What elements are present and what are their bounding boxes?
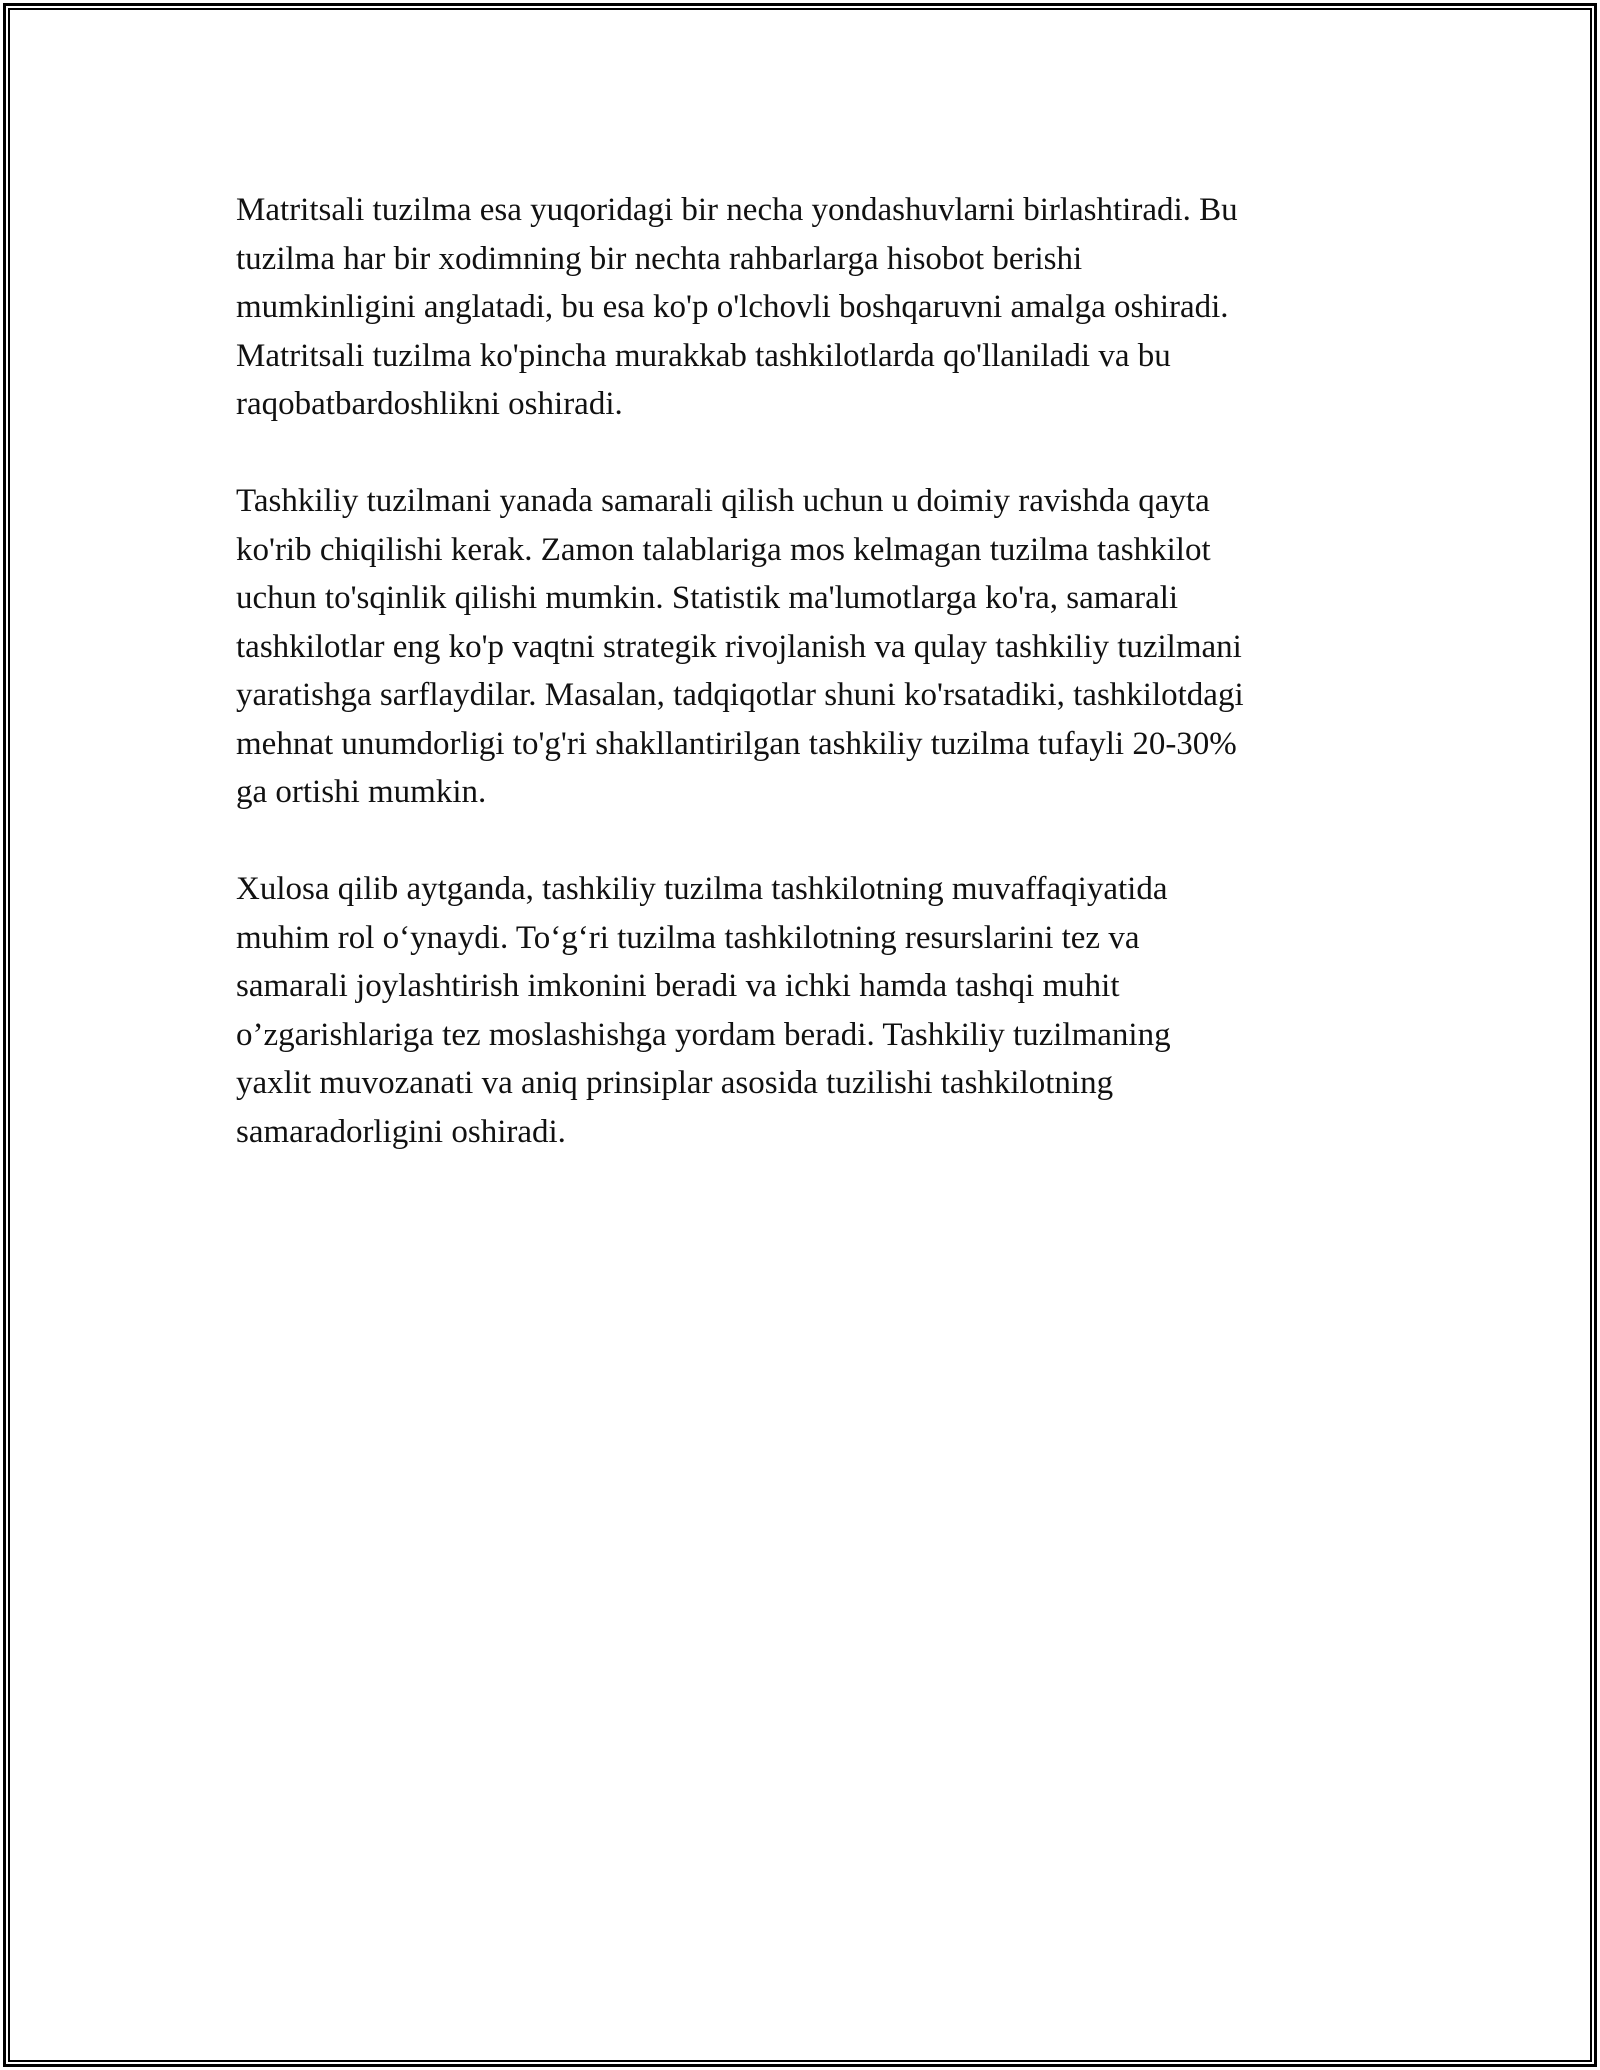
paragraph-line: tashkilotlar eng ko'p vaqtni strategik rivojlanish va qulay tashkiliy tuzilmani [236,628,1242,665]
paragraph-line: tuzilma har bir xodimning bir nechta rahbarlarga hisobot berishi [236,240,1083,277]
paragraph-line: ko'rib chiqilishi kerak. Zamon talablariga mos kelmagan tuzilma tashkilot [236,531,1211,568]
paragraph-line: muhim rol o‘ynaydi. To‘g‘ri tuzilma tashkilotning resurslarini tez va [236,919,1140,956]
paragraph-line: Xulosa qilib aytganda, tashkiliy tuzilma tashkilotning muvaffaqiyatida [236,871,1168,907]
paragraph-2 [236,477,1366,817]
paragraph-1 [236,186,1366,429]
paragraph-line: yaxlit muvozanati va aniq prinsiplar asosida tuzilishi tashkilotning [236,1065,1114,1101]
paragraph-line: yaratishga sarflaydilar. Masalan, tadqiqotlar shuni ko'rsatadiki, tashkilotdagi [236,677,1244,713]
paragraph-line: uchun to'sqinlik qilishi mumkin. Statistik ma'lumotlarga ko'ra, samarali [236,580,1179,616]
paragraph-line: o’zgarishlariga tez moslashishga yordam beradi. Tashkiliy tuzilmaning [236,1016,1171,1053]
paragraph-line: raqobatbardoshlikni oshiradi. [236,386,623,422]
paragraph-line: mumkinligini anglatadi, bu esa ko'p o'lchovli boshqaruvni amalga oshiradi. [236,289,1229,325]
paragraph-line: ga ortishi mumkin. [236,774,487,810]
paragraph-3 [236,865,1366,1156]
paragraph-line: Tashkiliy tuzilmani yanada samarali qilish uchun u doimiy ravishda qayta [236,483,1210,519]
paragraph-line: mehnat unumdorligi to'g'ri shakllantirilgan tashkiliy tuzilma tufayli 20-30% [236,725,1237,762]
paragraph-line: Matritsali tuzilma ko'pincha murakkab tashkilotlarda qo'llaniladi va bu [236,337,1171,374]
paragraph-line: Matritsali tuzilma esa yuqoridagi bir necha yondashuvlarni birlashtiradi. Bu [236,192,1238,228]
document-body [236,186,1366,1156]
paragraph-line: samaradorligini oshiradi. [236,1113,566,1150]
paragraph-line: samarali joylashtirish imkonini beradi va ichki hamda tashqi muhit [236,968,1120,1004]
